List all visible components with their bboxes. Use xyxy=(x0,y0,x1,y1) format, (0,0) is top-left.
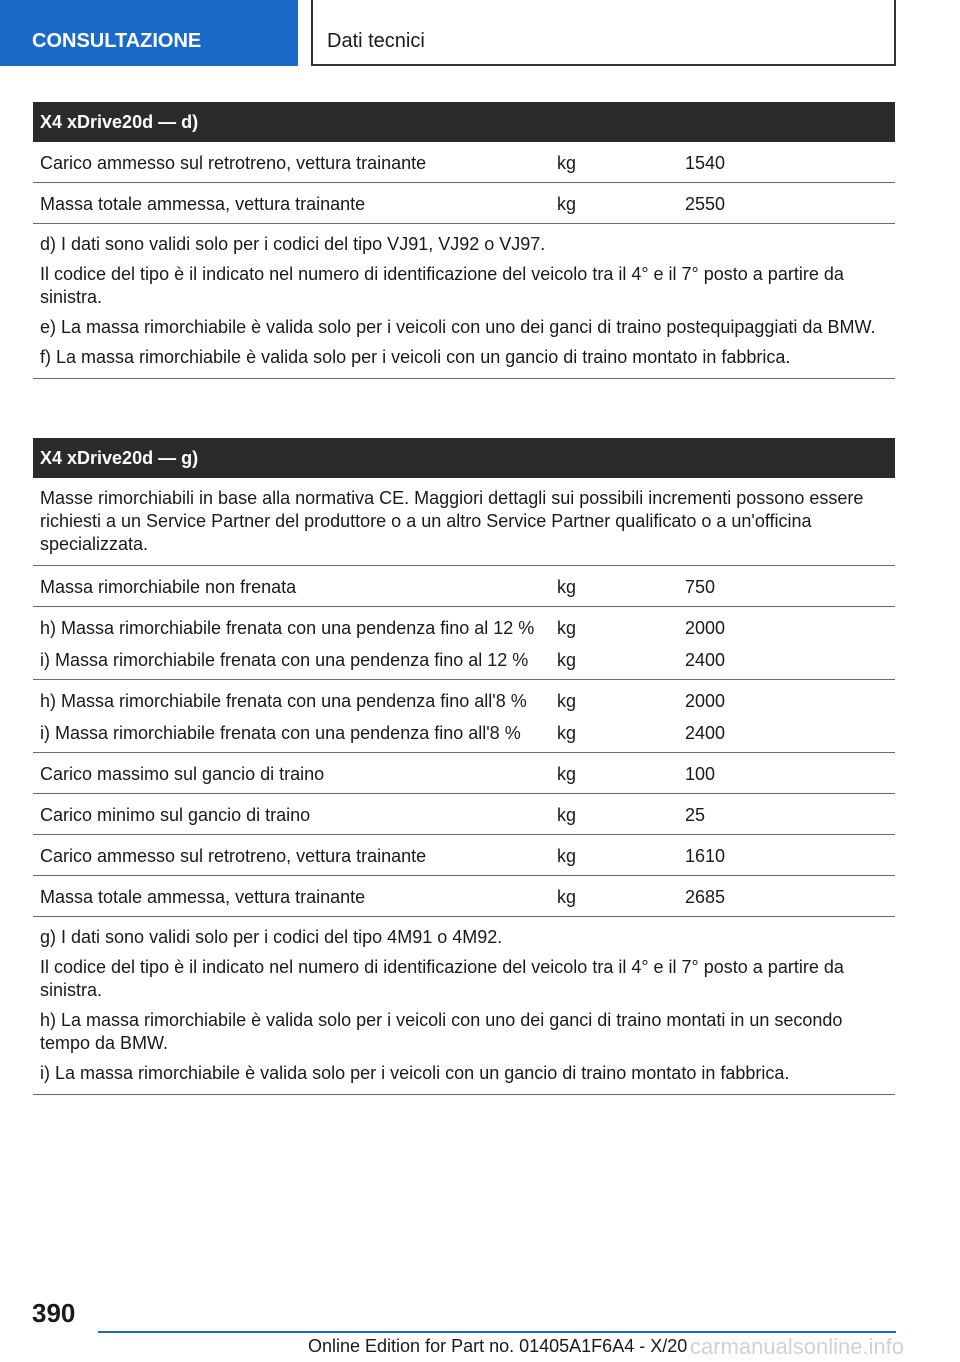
footnote: g) I dati sono validi solo per i codici del tipo 4M91 o 4M92. xyxy=(40,927,503,947)
table-notes xyxy=(33,917,895,1095)
table-row xyxy=(33,566,895,607)
label-i: i) Massa rimorchiabile frenata con una pendenza fino al 12 % xyxy=(40,650,529,670)
row-label: Carico ammesso sul retrotreno, vettura trainante xyxy=(40,153,427,173)
row-unit: kg xyxy=(557,764,577,784)
row-label: Massa rimorchiabile non frenata xyxy=(40,577,297,597)
row-unit xyxy=(551,607,679,679)
label-h: h) Massa rimorchiabile frenata con una pendenza fino al 12 % xyxy=(40,618,535,638)
row-value: 1540 xyxy=(685,153,726,173)
label-i: i) Massa rimorchiabile frenata con una pendenza fino all'8 % xyxy=(40,723,521,743)
row-unit xyxy=(551,680,679,752)
footnote: i) La massa rimorchiabile è valida solo per i veicoli con un gancio di traino montato in fabbrica. xyxy=(40,1063,790,1083)
page-number: 390 xyxy=(32,1298,76,1328)
row-unit: kg xyxy=(557,194,577,214)
row-label: Massa totale ammessa, vettura trainante xyxy=(40,194,366,214)
unit-h: kg xyxy=(557,691,577,711)
row-value: 1610 xyxy=(685,846,726,866)
value-h: 2000 xyxy=(685,618,726,638)
row-value: 2685 xyxy=(685,887,726,907)
table-notes xyxy=(33,224,895,379)
row-label: Massa totale ammessa, vettura trainante xyxy=(40,887,366,907)
table-row xyxy=(33,794,895,835)
footnote: e) La massa rimorchiabile è valida solo per i veicoli con uno dei ganci di traino postequipaggiati da BMW. xyxy=(40,317,876,337)
label-h: h) Massa rimorchiabile frenata con una pendenza fino all'8 % xyxy=(40,691,527,711)
table-row xyxy=(33,835,895,876)
value-i: 2400 xyxy=(685,723,726,743)
row-value: 25 xyxy=(685,805,706,825)
unit-h: kg xyxy=(557,618,577,638)
row-label: Carico minimo sul gancio di traino xyxy=(40,805,311,825)
table-title: X4 xDrive20d — g) xyxy=(33,438,895,478)
unit-i: kg xyxy=(557,650,577,670)
table-intro: Masse rimorchiabili in base alla normativa CE. Maggiori dettagli sui possibili incrementi possono essere richiesti a un Service Partner del produttore o a un altro Service Partner qualificato o a un'officina specializzata. xyxy=(33,478,895,566)
row-label xyxy=(33,680,551,752)
row-value: 750 xyxy=(685,577,716,597)
row-value xyxy=(679,607,895,679)
table-row xyxy=(33,876,895,917)
row-value: 2550 xyxy=(685,194,726,214)
watermark: carmanualsonline.info xyxy=(690,1334,905,1359)
footnote: h) La massa rimorchiabile è valida solo per i veicoli con uno dei ganci di traino montati in un secondo tempo da BMW. xyxy=(40,1010,843,1053)
value-h: 2000 xyxy=(685,691,726,711)
footnote: f) La massa rimorchiabile è valida solo per i veicoli con un gancio di traino montato in fabbrica. xyxy=(40,347,791,367)
footnote: Il codice del tipo è il indicato nel numero di identificazione del veicolo tra il 4° e il 7° posto a partire da sinistra. xyxy=(40,264,844,307)
row-label xyxy=(33,607,551,679)
row-label: Carico ammesso sul retrotreno, vettura trainante xyxy=(40,846,427,866)
footer-divider xyxy=(98,1331,896,1333)
page-header xyxy=(0,0,960,66)
chapter-title: Dati tecnici xyxy=(311,0,896,66)
row-value: 100 xyxy=(685,764,716,784)
row-label: Carico massimo sul gancio di traino xyxy=(40,764,325,784)
footnote: Il codice del tipo è il indicato nel numero di identificazione del veicolo tra il 4° e il 7° posto a partire da sinistra. xyxy=(40,957,844,1000)
table-row xyxy=(33,142,895,183)
table-title: X4 xDrive20d — d) xyxy=(33,102,895,142)
spec-table-g xyxy=(33,438,895,1095)
row-unit: kg xyxy=(557,577,577,597)
row-value xyxy=(679,680,895,752)
table-row xyxy=(33,607,895,680)
section-tab[interactable]: CONSULTAZIONE xyxy=(0,0,298,66)
row-unit: kg xyxy=(557,805,577,825)
row-unit: kg xyxy=(557,846,577,866)
row-unit: kg xyxy=(557,153,577,173)
table-row xyxy=(33,753,895,794)
spec-table-d xyxy=(33,102,895,379)
value-i: 2400 xyxy=(685,650,726,670)
table-row xyxy=(33,680,895,753)
row-unit: kg xyxy=(557,887,577,907)
table-row xyxy=(33,183,895,224)
edition-link[interactable]: Online Edition for Part no. 01405A1F6A4 - X/20 xyxy=(308,1336,688,1356)
unit-i: kg xyxy=(557,723,577,743)
footnote: d) I dati sono validi solo per i codici del tipo VJ91, VJ92 o VJ97. xyxy=(40,234,546,254)
